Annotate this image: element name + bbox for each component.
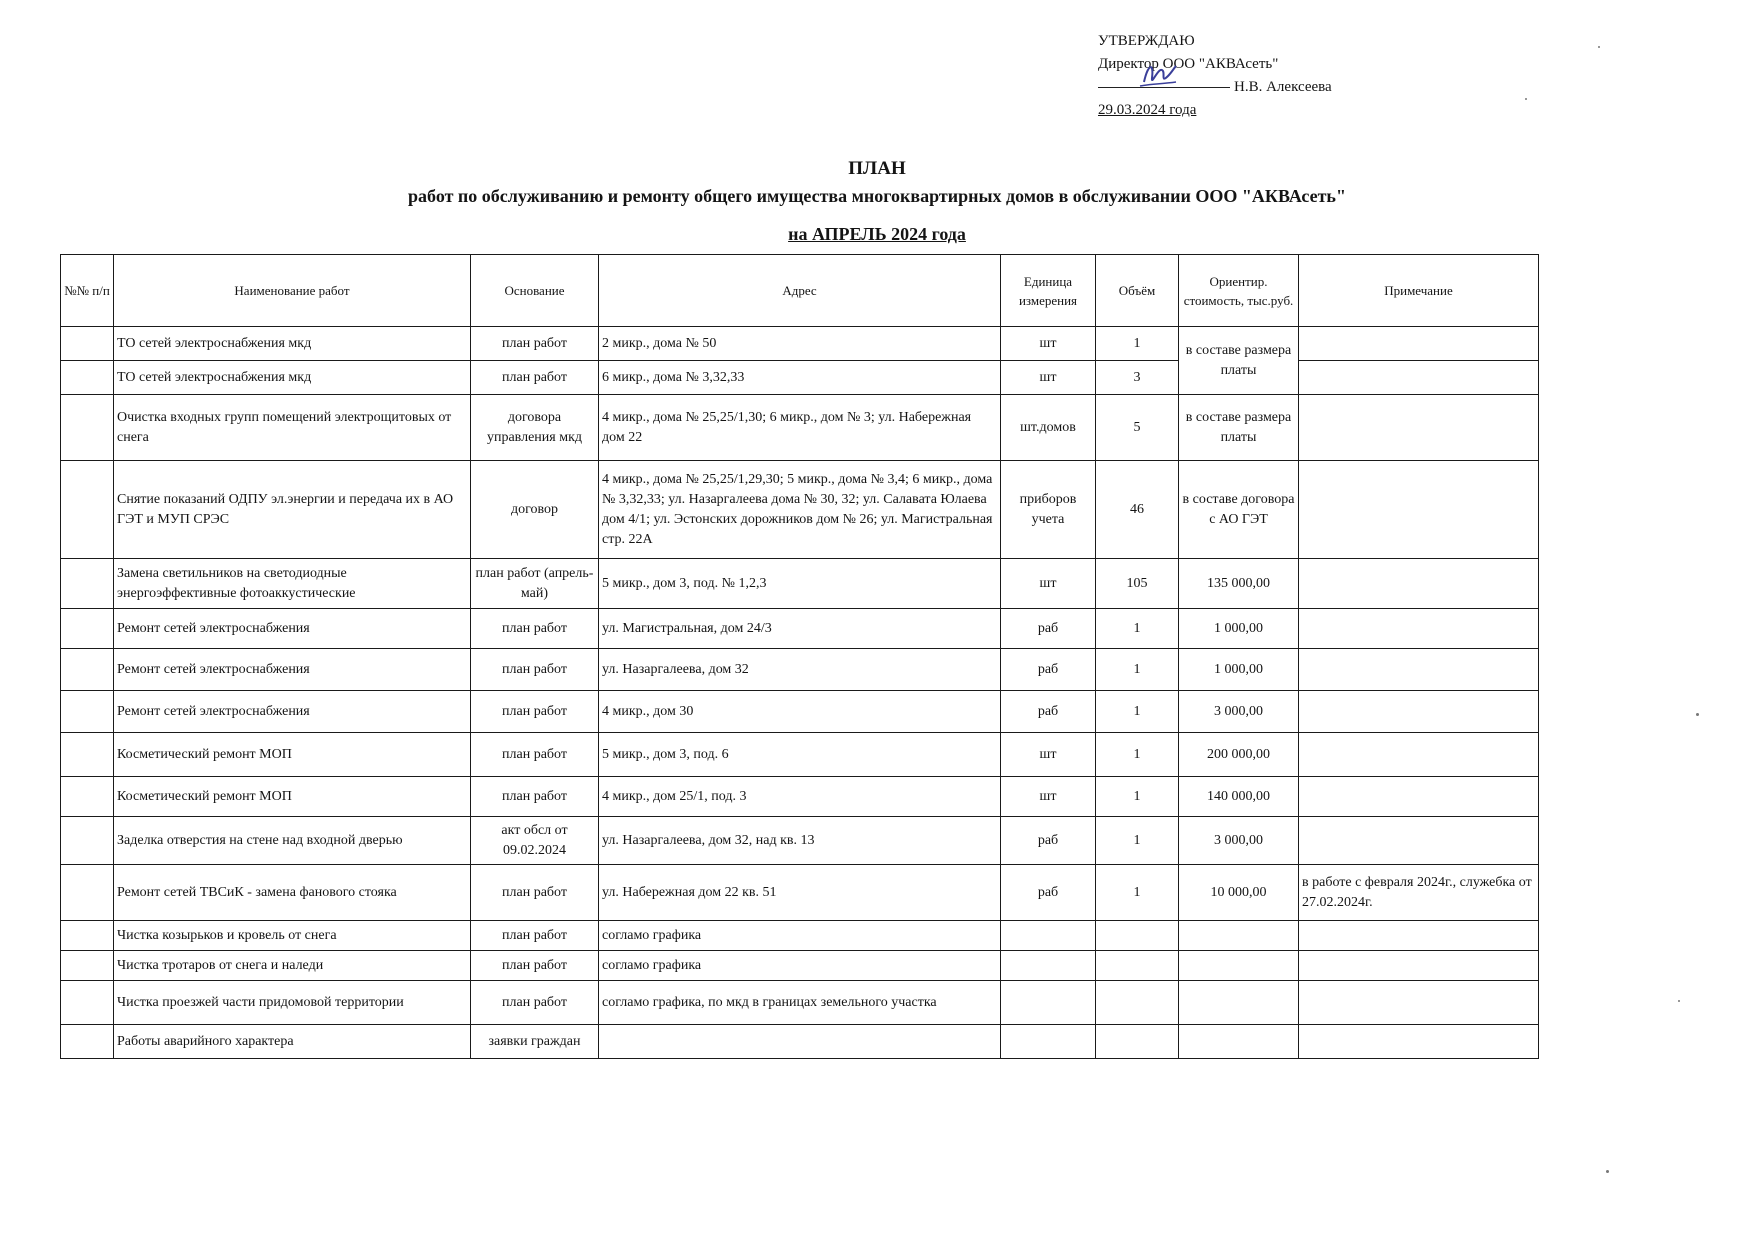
cell-note xyxy=(1299,395,1539,461)
cell-num xyxy=(61,361,114,395)
cell-note xyxy=(1299,559,1539,609)
cell-cost xyxy=(1179,921,1299,951)
cell-unit: раб xyxy=(1001,691,1096,733)
header-name: Наименование работ xyxy=(114,255,471,327)
cell-note xyxy=(1299,817,1539,865)
header-note: Примечание xyxy=(1299,255,1539,327)
cell-address: 2 микр., дома № 50 xyxy=(599,327,1001,361)
cell-name: ТО сетей электроснабжения мкд xyxy=(114,327,471,361)
cell-address: согламо графика xyxy=(599,921,1001,951)
cell-unit xyxy=(1001,1025,1096,1059)
cell-address: ул. Набережная дом 22 кв. 51 xyxy=(599,865,1001,921)
cell-unit: раб xyxy=(1001,817,1096,865)
cell-basis: план работ xyxy=(471,733,599,777)
page-subtitle: работ по обслуживанию и ремонту общего имущества многоквартирных домов в обслуживании ООО "АКВАсеть" xyxy=(408,186,1346,206)
table-row xyxy=(61,649,1539,691)
scan-speck xyxy=(1606,1170,1609,1173)
page-period: на АПРЕЛЬ 2024 года xyxy=(788,224,966,244)
cell-address: 4 микр., дома № 25,25/1,29,30; 5 микр., дома № 3,4; 6 микр., дома № 3,32,33; ул. Назаргалеева дома № 30, 32; ул. Салавата Юлаева дом 4/1; ул. Эстонских дорожников дом № 26; ул. Магистральная стр. 22А xyxy=(599,461,1001,559)
cell-unit: раб xyxy=(1001,609,1096,649)
cell-address: 4 микр., дома № 25,25/1,30; 6 микр., дом № 3; ул. Набережная дом 22 xyxy=(599,395,1001,461)
cell-address: ул. Назаргалеева, дом 32 xyxy=(599,649,1001,691)
cell-cost: в составе договора с АО ГЭТ xyxy=(1179,461,1299,559)
cell-unit: шт.домов xyxy=(1001,395,1096,461)
cell-note xyxy=(1299,361,1539,395)
cell-num xyxy=(61,461,114,559)
cell-num xyxy=(61,921,114,951)
cell-address: 4 микр., дом 30 xyxy=(599,691,1001,733)
cell-volume: 1 xyxy=(1096,649,1179,691)
cell-name: Чистка проезжей части придомовой территории xyxy=(114,981,471,1025)
cell-basis: договор xyxy=(471,461,599,559)
cell-name: Ремонт сетей электроснабжения xyxy=(114,691,471,733)
cell-note xyxy=(1299,951,1539,981)
cell-name: Чистка козырьков и кровель от снега xyxy=(114,921,471,951)
cell-volume: 105 xyxy=(1096,559,1179,609)
cell-basis: план работ xyxy=(471,327,599,361)
cell-unit: раб xyxy=(1001,865,1096,921)
cell-num xyxy=(61,1025,114,1059)
scan-speck xyxy=(1598,46,1600,48)
cell-basis: план работ (апрель-май) xyxy=(471,559,599,609)
table-row xyxy=(61,777,1539,817)
cell-address: 5 микр., дом 3, под. 6 xyxy=(599,733,1001,777)
table-row xyxy=(61,921,1539,951)
cell-basis: план работ xyxy=(471,951,599,981)
table-row xyxy=(61,951,1539,981)
cell-basis: план работ xyxy=(471,865,599,921)
table-row xyxy=(61,865,1539,921)
table-row xyxy=(61,395,1539,461)
cell-address: 4 микр., дом 25/1, под. 3 xyxy=(599,777,1001,817)
table-row xyxy=(61,1025,1539,1059)
table-header-row xyxy=(61,255,1539,327)
approval-stamp: УТВЕРЖДАЮ xyxy=(1098,33,1195,49)
cell-num xyxy=(61,777,114,817)
cell-cost: 135 000,00 xyxy=(1179,559,1299,609)
cell-cost: в составе размера платы xyxy=(1179,395,1299,461)
cell-basis: план работ xyxy=(471,777,599,817)
table-row xyxy=(61,361,1539,395)
cell-basis: план работ xyxy=(471,691,599,733)
cell-unit xyxy=(1001,951,1096,981)
cell-note xyxy=(1299,461,1539,559)
header-num: №№ п/п xyxy=(61,255,114,327)
approval-name: Н.В. Алексеева xyxy=(1234,79,1332,95)
cell-volume: 5 xyxy=(1096,395,1179,461)
cell-note xyxy=(1299,1025,1539,1059)
cell-name: Ремонт сетей электроснабжения xyxy=(114,649,471,691)
header-cost: Ориентир. стоимость, тыс.руб. xyxy=(1179,255,1299,327)
table-row xyxy=(61,691,1539,733)
cell-basis: план работ xyxy=(471,921,599,951)
cell-note xyxy=(1299,649,1539,691)
cell-address xyxy=(599,1025,1001,1059)
cell-note xyxy=(1299,777,1539,817)
cell-unit xyxy=(1001,921,1096,951)
cell-volume: 1 xyxy=(1096,609,1179,649)
cell-cost: 3 000,00 xyxy=(1179,817,1299,865)
cell-num xyxy=(61,865,114,921)
table-row xyxy=(61,327,1539,361)
table-row xyxy=(61,817,1539,865)
cell-name: Косметический ремонт МОП xyxy=(114,777,471,817)
cell-unit: шт xyxy=(1001,559,1096,609)
cell-cost: 200 000,00 xyxy=(1179,733,1299,777)
cell-note xyxy=(1299,921,1539,951)
cell-volume: 1 xyxy=(1096,327,1179,361)
cell-name: Снятие показаний ОДПУ эл.энергии и передача их в АО ГЭТ и МУП СРЭС xyxy=(114,461,471,559)
cell-unit: шт xyxy=(1001,327,1096,361)
scan-speck xyxy=(1525,98,1527,100)
cell-name: Работы аварийного характера xyxy=(114,1025,471,1059)
work-plan-table xyxy=(60,254,1539,1059)
cell-basis: заявки граждан xyxy=(471,1025,599,1059)
cell-basis: договора управления мкд xyxy=(471,395,599,461)
cell-basis: план работ xyxy=(471,609,599,649)
cell-num xyxy=(61,981,114,1025)
cell-address: ул. Магистральная, дом 24/3 xyxy=(599,609,1001,649)
table-row xyxy=(61,981,1539,1025)
scan-speck xyxy=(1696,713,1699,716)
cell-name: Замена светильников на светодиодные энергоэффективные фотоаккустические xyxy=(114,559,471,609)
cell-cost xyxy=(1179,1025,1299,1059)
cell-volume: 1 xyxy=(1096,777,1179,817)
cell-unit xyxy=(1001,981,1096,1025)
cell-volume: 1 xyxy=(1096,865,1179,921)
cell-cost-merged: в составе размера платы xyxy=(1179,327,1299,395)
cell-unit: приборов учета xyxy=(1001,461,1096,559)
header-unit: Единица измерения xyxy=(1001,255,1096,327)
cell-note xyxy=(1299,733,1539,777)
approval-position: Директор ООО "АКВАсеть" xyxy=(1098,56,1279,72)
table-row xyxy=(61,461,1539,559)
cell-volume xyxy=(1096,921,1179,951)
cell-num xyxy=(61,395,114,461)
header-basis: Основание xyxy=(471,255,599,327)
approval-date: 29.03.2024 года xyxy=(1098,102,1197,118)
table-row xyxy=(61,609,1539,649)
cell-unit: шт xyxy=(1001,777,1096,817)
table-row xyxy=(61,559,1539,609)
cell-unit: раб xyxy=(1001,649,1096,691)
cell-note xyxy=(1299,327,1539,361)
cell-address: ул. Назаргалеева, дом 32, над кв. 13 xyxy=(599,817,1001,865)
cell-volume: 1 xyxy=(1096,691,1179,733)
cell-unit: шт xyxy=(1001,361,1096,395)
cell-volume: 1 xyxy=(1096,817,1179,865)
cell-volume: 46 xyxy=(1096,461,1179,559)
cell-num xyxy=(61,817,114,865)
cell-volume: 3 xyxy=(1096,361,1179,395)
cell-volume xyxy=(1096,1025,1179,1059)
cell-note xyxy=(1299,981,1539,1025)
approval-name-line xyxy=(1098,76,1332,99)
cell-cost: 140 000,00 xyxy=(1179,777,1299,817)
cell-name: Ремонт сетей электроснабжения xyxy=(114,609,471,649)
cell-note: в работе с февраля 2024г., служебка от 27.02.2024г. xyxy=(1299,865,1539,921)
page-title: ПЛАН xyxy=(848,158,906,179)
cell-num xyxy=(61,951,114,981)
cell-address: согламо графика xyxy=(599,951,1001,981)
cell-basis: план работ xyxy=(471,649,599,691)
cell-basis: план работ xyxy=(471,361,599,395)
scan-speck xyxy=(1678,1000,1680,1002)
cell-num xyxy=(61,609,114,649)
cell-name: Чистка тротаров от снега и наледи xyxy=(114,951,471,981)
cell-num xyxy=(61,559,114,609)
cell-note xyxy=(1299,609,1539,649)
cell-cost: 1 000,00 xyxy=(1179,649,1299,691)
cell-unit: шт xyxy=(1001,733,1096,777)
cell-cost: 3 000,00 xyxy=(1179,691,1299,733)
cell-cost xyxy=(1179,981,1299,1025)
cell-basis: план работ xyxy=(471,981,599,1025)
cell-volume xyxy=(1096,981,1179,1025)
cell-num xyxy=(61,691,114,733)
cell-cost xyxy=(1179,951,1299,981)
signature-mark xyxy=(1138,58,1178,92)
cell-name: Косметический ремонт МОП xyxy=(114,733,471,777)
cell-address: 6 микр., дома № 3,32,33 xyxy=(599,361,1001,395)
cell-note xyxy=(1299,691,1539,733)
cell-cost: 1 000,00 xyxy=(1179,609,1299,649)
cell-address: 5 микр., дом 3, под. № 1,2,3 xyxy=(599,559,1001,609)
cell-num xyxy=(61,733,114,777)
table-row xyxy=(61,733,1539,777)
cell-name: ТО сетей электроснабжения мкд xyxy=(114,361,471,395)
header-volume: Объём xyxy=(1096,255,1179,327)
cell-address: согламо графика, по мкд в границах земельного участка xyxy=(599,981,1001,1025)
cell-name: Очистка входных групп помещений электрощитовых от снега xyxy=(114,395,471,461)
cell-cost: 10 000,00 xyxy=(1179,865,1299,921)
cell-volume xyxy=(1096,951,1179,981)
cell-name: Заделка отверстия на стене над входной дверью xyxy=(114,817,471,865)
cell-num xyxy=(61,649,114,691)
cell-basis: акт обсл от 09.02.2024 xyxy=(471,817,599,865)
cell-num xyxy=(61,327,114,361)
cell-volume: 1 xyxy=(1096,733,1179,777)
header-address: Адрес xyxy=(599,255,1001,327)
cell-name: Ремонт сетей ТВСиК - замена фанового стояка xyxy=(114,865,471,921)
approval-block xyxy=(1098,30,1332,122)
